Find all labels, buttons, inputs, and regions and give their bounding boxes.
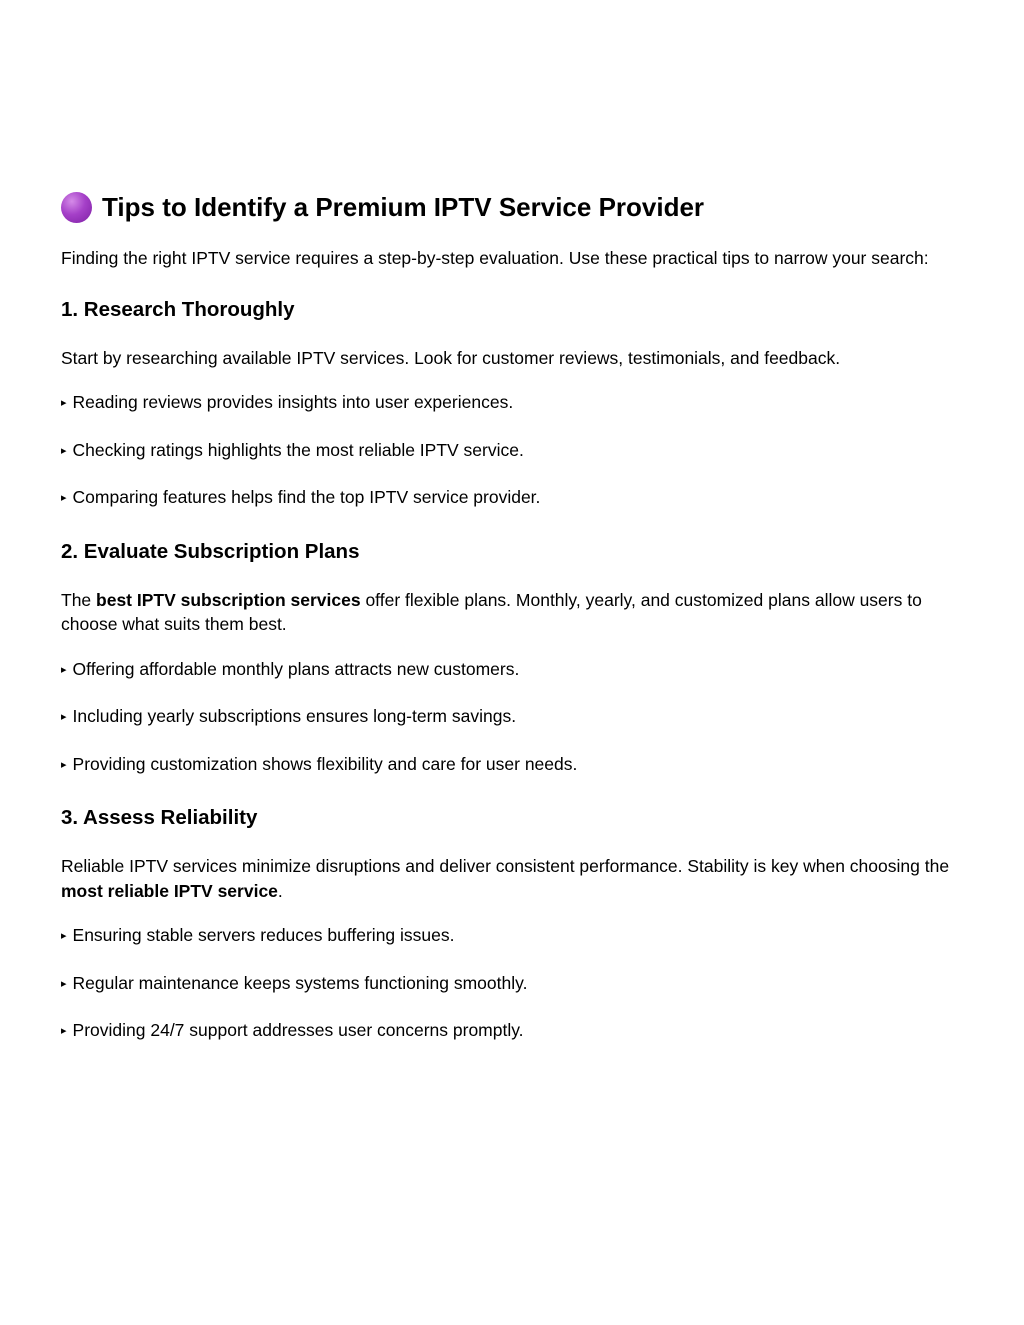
bullet-item xyxy=(61,390,971,418)
purple-circle-icon xyxy=(61,192,92,223)
section-heading: 2. Evaluate Subscription Plans xyxy=(61,539,360,563)
bullet-text: Checking ratings highlights the most reliable IPTV service. xyxy=(72,439,524,460)
bullet-item xyxy=(61,752,971,780)
paragraph-text-end: . xyxy=(277,880,283,901)
bullet-item xyxy=(61,657,971,685)
section-paragraph xyxy=(61,854,971,903)
bullet-triangle-icon: ▸ xyxy=(61,758,67,771)
bullet-triangle-icon: ▸ xyxy=(61,397,67,409)
bullet-triangle-icon: ▸ xyxy=(61,444,67,457)
paragraph-text: Reliable IPTV services minimize disruptions and deliver consistent performance. Stability is key when choosing the xyxy=(61,856,950,876)
bullet-triangle-icon: ▸ xyxy=(61,492,67,504)
bullet-text: Offering affordable monthly plans attracts new customers. xyxy=(72,658,520,679)
bullet-text: Comparing features helps find the top IPTV service provider. xyxy=(72,487,541,507)
bullet-triangle-icon: ▸ xyxy=(61,1025,67,1037)
paragraph-text: The xyxy=(61,589,97,610)
intro-paragraph: Finding the right IPTV service requires a step-by-step evaluation. Use these practical tips to narrow your search: xyxy=(61,248,929,268)
bullet-item xyxy=(61,438,971,466)
bullet-text: Reading reviews provides insights into user experiences. xyxy=(72,392,514,412)
bullet-text: Providing 24/7 support addresses user concerns promptly. xyxy=(72,1020,524,1040)
bullet-text: Providing customization shows flexibility and care for user needs. xyxy=(72,753,578,774)
bullet-triangle-icon: ▸ xyxy=(61,711,67,723)
bullet-item xyxy=(61,704,971,732)
paragraph-text-end: offer flexible plans. Monthly, yearly, and customized plans allow users to choose what suits them best. xyxy=(61,589,922,634)
section-heading: 1. Research Thoroughly xyxy=(61,297,295,321)
bullet-text: Regular maintenance keeps systems functioning smoothly. xyxy=(72,972,528,993)
paragraph-bold-text: most reliable IPTV service xyxy=(61,880,278,901)
paragraph-text: Start by researching available IPTV services. Look for customer reviews, testimonials, and feedback. xyxy=(61,347,841,368)
bullet-item xyxy=(61,971,971,999)
section-heading: 3. Assess Reliability xyxy=(61,806,258,829)
bullet-text: Including yearly subscriptions ensures long-term savings. xyxy=(72,706,517,726)
section-paragraph xyxy=(61,588,971,637)
bullet-item xyxy=(61,1018,971,1046)
bullet-item xyxy=(61,923,971,951)
paragraph-bold-text: best IPTV subscription services xyxy=(96,589,361,610)
bullet-text: Ensuring stable servers reduces buffering issues. xyxy=(72,925,455,945)
bullet-triangle-icon: ▸ xyxy=(61,977,67,990)
bullet-triangle-icon: ▸ xyxy=(61,930,67,942)
page-title xyxy=(61,190,971,224)
document-body xyxy=(61,190,971,1046)
bullet-triangle-icon: ▸ xyxy=(61,663,67,676)
bullet-item xyxy=(61,485,971,513)
page-title-text: Tips to Identify a Premium IPTV Service Provider xyxy=(102,192,705,222)
section-paragraph xyxy=(61,346,971,371)
